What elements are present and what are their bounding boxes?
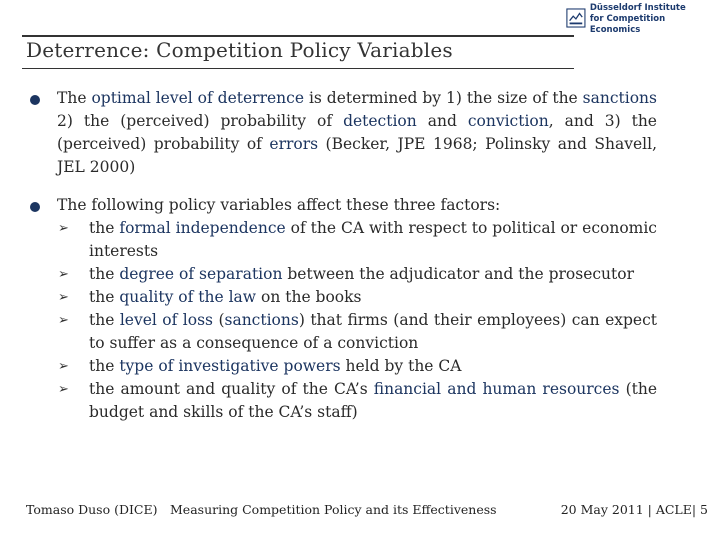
arrow-bullet-icon: ➢ [58, 382, 69, 397]
text-run: (the budget and skills of the CA’s staff) [89, 380, 658, 421]
text-run: the [89, 288, 120, 306]
bullet-dot-icon [30, 95, 40, 105]
highlight-term: level of loss [119, 311, 213, 329]
highlight-term: quality of the law [119, 288, 257, 306]
text-run: and [416, 112, 468, 130]
text-run: the [89, 311, 120, 329]
slide-body [57, 87, 657, 424]
text-run: 2) the (perceived) probability of [57, 112, 344, 130]
footer-date-page: 20 May 2011 | ACLE| 5 [560, 502, 708, 517]
text-run: the amount and quality of the CA’s [89, 380, 374, 398]
text-run: ) that firms (and their employees) can expect to suffer as a consequence of a conviction [89, 311, 657, 352]
bullet-item-policy-variables [57, 194, 657, 424]
text-run: held by the CA [340, 357, 462, 375]
arrow-bullet-icon: ➢ [58, 221, 69, 236]
arrow-bullet-icon: ➢ [58, 359, 69, 374]
logo-line-2: for Competition Economics [589, 14, 666, 35]
title-bottom-rule [22, 68, 574, 69]
list-item [58, 309, 657, 355]
text-run: the [89, 265, 120, 283]
text-run: between the adjudicator and the prosecutor [282, 265, 634, 283]
institute-logo [566, 3, 706, 37]
footer-author: Tomaso Duso (DICE) [26, 502, 158, 517]
highlight-term: errors [269, 135, 319, 153]
footer-talk-title: Measuring Competition Policy and its Effectiveness [170, 502, 497, 517]
highlight-term: degree of separation [119, 265, 283, 283]
list-item [58, 217, 657, 263]
highlight-term: formal independence [119, 219, 286, 237]
bullet-item-deterrence [57, 87, 657, 179]
text-run: of the CA with respect to political or economic interests [89, 219, 657, 260]
arrow-bullet-icon: ➢ [58, 290, 69, 305]
highlight-term: sanctions [582, 89, 657, 107]
arrow-bullet-icon: ➢ [58, 313, 69, 328]
list-item [58, 263, 657, 286]
text-run: , and 3) the (perceived) probability of [57, 112, 657, 153]
highlight-term: detection [343, 112, 417, 130]
text-run: the [89, 219, 120, 237]
list-item [58, 355, 657, 378]
text-run: (Becker, JPE 1968; Polinsky and Shavell, JEL 2000) [57, 135, 657, 176]
highlight-term: financial and human resources [373, 380, 620, 398]
list-item [58, 286, 657, 309]
logo-line-1: Düsseldorf Institute [589, 3, 686, 13]
text-run: The [57, 89, 92, 107]
list-item [58, 378, 658, 424]
dice-logo-icon [566, 7, 586, 29]
highlight-term: type of investigative powers [119, 357, 341, 375]
arrow-bullet-icon: ➢ [58, 267, 69, 282]
slide-footer [0, 500, 720, 520]
highlight-term: optimal level of deterrence [91, 89, 304, 107]
highlight-term: sanctions [224, 311, 299, 329]
bullet-dot-icon [30, 202, 40, 212]
policy-variable-list [57, 217, 657, 424]
bullet-intro: The following policy variables affect these three factors: [57, 196, 501, 214]
highlight-term: conviction [467, 112, 549, 130]
text-run: the [89, 357, 120, 375]
slide-title: Deterrence: Competition Policy Variables [26, 38, 453, 62]
title-top-rule [22, 35, 574, 37]
text-run: is determined by 1) the size of the [304, 89, 583, 107]
text-run: on the books [256, 288, 362, 306]
text-run: ( [213, 311, 225, 329]
